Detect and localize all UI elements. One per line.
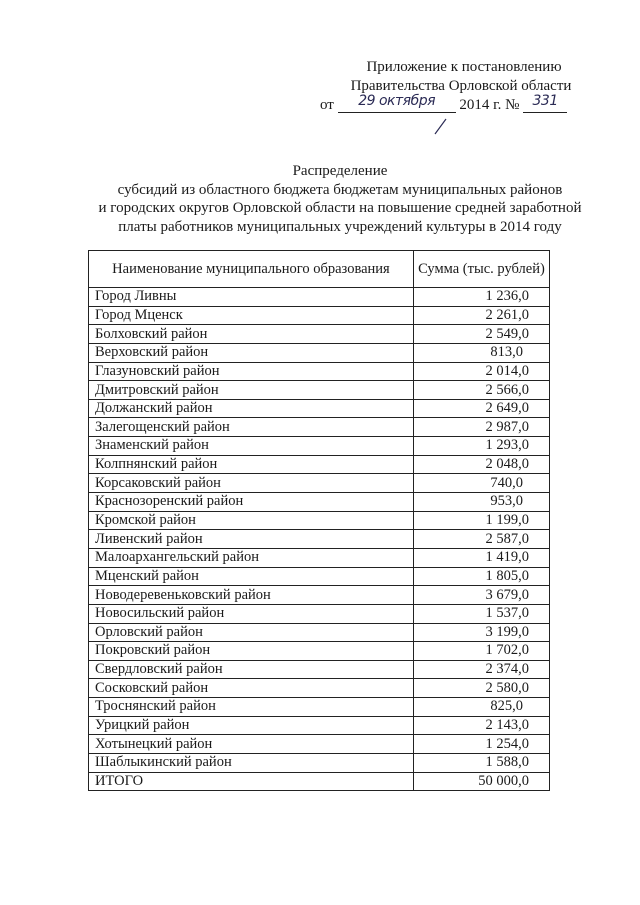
table-row (89, 474, 550, 493)
table-row (89, 698, 550, 717)
subsidy-sum: 1 236,0 (413, 288, 549, 307)
table-row (89, 418, 550, 437)
subsidy-sum: 2 987,0 (413, 418, 549, 437)
appendix-header (300, 58, 600, 115)
municipality-name: Свердловский район (89, 660, 414, 679)
subsidy-sum: 1 537,0 (413, 604, 549, 623)
table-row (89, 306, 550, 325)
subsidy-sum: 2 014,0 (413, 362, 549, 381)
table-row (89, 716, 550, 735)
subsidy-sum: 1 293,0 (413, 437, 549, 456)
table-row (89, 325, 550, 344)
table-row (89, 548, 550, 567)
subsidy-sum: 2 048,0 (413, 455, 549, 474)
subsidy-sum: 1 254,0 (413, 735, 549, 754)
municipality-name: Кромской район (89, 511, 414, 530)
municipality-name: Верховский район (89, 343, 414, 362)
handwritten-date: 29 октября (358, 93, 436, 109)
appendix-date-line (300, 93, 600, 115)
table-row (89, 642, 550, 661)
subsidy-sum: 2 549,0 (413, 325, 549, 344)
table-row (89, 399, 550, 418)
municipality-name: Город Мценск (89, 306, 414, 325)
total-row (89, 772, 550, 791)
municipality-name: Покровский район (89, 642, 414, 661)
table-row (89, 288, 550, 307)
title-line-3: и городских округов Орловской области на повышение средней заработной (98, 200, 582, 216)
header-name: Наименование муниципального образования (89, 251, 414, 288)
table-row (89, 679, 550, 698)
table-row (89, 567, 550, 586)
municipality-name: Новодеревеньковский район (89, 586, 414, 605)
subsidy-sum: 2 649,0 (413, 399, 549, 418)
table-row (89, 586, 550, 605)
municipality-name: Ливенский район (89, 530, 414, 549)
header-sum: Сумма (тыс. рублей) (413, 251, 549, 288)
subsidy-sum: 2 261,0 (413, 306, 549, 325)
municipality-name: Глазуновский район (89, 362, 414, 381)
municipality-name: Знаменский район (89, 437, 414, 456)
municipality-name: Залегощенский район (89, 418, 414, 437)
table-row (89, 660, 550, 679)
title-line-1: Распределение (292, 163, 388, 179)
document-title (80, 162, 600, 236)
municipality-name: Шаблыкинский район (89, 754, 414, 773)
municipality-name: Корсаковский район (89, 474, 414, 493)
number-label: № (505, 97, 520, 113)
title-line-2: субсидий из областного бюджета бюджетам муниципальных районов (117, 181, 563, 198)
municipality-name: Мценский район (89, 567, 414, 586)
appendix-line-1: Приложение к постановлению (366, 59, 562, 75)
table-row (89, 493, 550, 512)
subsidy-sum: 813,0 (413, 343, 549, 362)
municipality-name: Орловский район (89, 623, 414, 642)
subsidy-sum: 2 374,0 (413, 660, 549, 679)
table-row (89, 604, 550, 623)
subsidy-sum: 2 587,0 (413, 530, 549, 549)
subsidy-sum: 953,0 (413, 493, 549, 512)
subsidy-sum: 2 143,0 (413, 716, 549, 735)
number-field (523, 93, 567, 113)
table-row (89, 754, 550, 773)
subsidy-sum: 3 679,0 (413, 586, 549, 605)
subsidy-sum: 1 702,0 (413, 642, 549, 661)
subsidy-sum: 2 566,0 (413, 381, 549, 400)
municipality-name: Краснозоренский район (89, 493, 414, 512)
municipality-name: Малоархангельский район (89, 548, 414, 567)
subsidy-sum: 1 588,0 (413, 754, 549, 773)
municipality-name: Урицкий район (89, 716, 414, 735)
table-row (89, 362, 550, 381)
handwritten-number: 331 (532, 93, 558, 109)
subsidy-sum: 1 805,0 (413, 567, 549, 586)
table-row (89, 511, 550, 530)
municipality-name: Город Ливны (89, 288, 414, 307)
municipality-name: Колпнянский район (89, 455, 414, 474)
title-line-4: платы работников муниципальных учреждений культуры в 2014 году (118, 218, 562, 235)
date-field (338, 93, 456, 113)
subsidy-sum: 825,0 (413, 698, 549, 717)
municipality-name: Сосковский район (89, 679, 414, 698)
table-row (89, 735, 550, 754)
appendix-line-2: Правительства Орловской области (350, 78, 572, 94)
distribution-table (88, 250, 550, 791)
municipality-name: Хотынецкий район (89, 735, 414, 754)
signature-stroke-icon (432, 118, 450, 136)
total-label: ИТОГО (89, 772, 414, 791)
subsidy-sum: 1 199,0 (413, 511, 549, 530)
municipality-name: Новосильский район (89, 604, 414, 623)
table-row (89, 437, 550, 456)
table-row (89, 381, 550, 400)
municipality-name: Болховский район (89, 325, 414, 344)
subsidy-sum: 740,0 (413, 474, 549, 493)
table-row (89, 530, 550, 549)
subsidy-sum: 3 199,0 (413, 623, 549, 642)
subsidy-sum: 2 580,0 (413, 679, 549, 698)
table-row (89, 455, 550, 474)
total-sum: 50 000,0 (413, 772, 549, 791)
year-text: 2014 г. (459, 97, 502, 113)
table-row (89, 343, 550, 362)
municipality-name: Троснянский район (89, 698, 414, 717)
subsidy-sum: 1 419,0 (413, 548, 549, 567)
table-header-row (89, 251, 550, 288)
municipality-name: Дмитровский район (89, 381, 414, 400)
table-row (89, 623, 550, 642)
municipality-name: Должанский район (89, 399, 414, 418)
from-label: от (320, 97, 334, 113)
